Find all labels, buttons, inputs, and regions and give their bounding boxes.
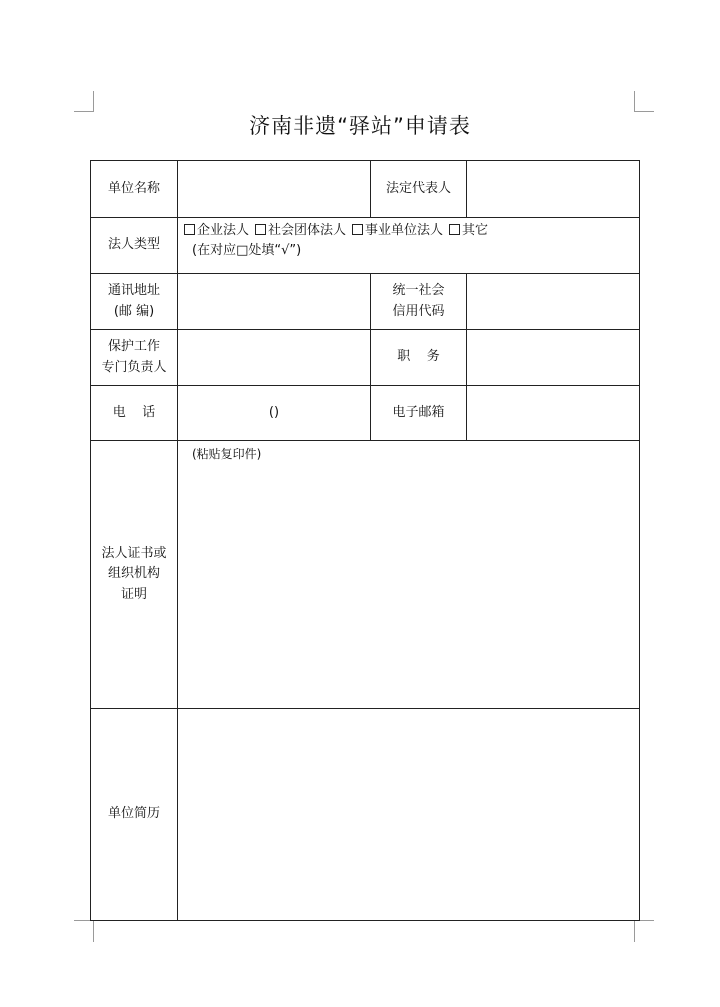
phone-field[interactable]: () xyxy=(178,386,371,441)
phone-label: 电 话 xyxy=(91,386,178,441)
credit-code-field[interactable] xyxy=(467,274,640,330)
address-label: 通讯地址 (邮 编) xyxy=(91,274,178,330)
page-title: 济南非遗“驿站”申请表 xyxy=(249,114,471,138)
form-row-phone xyxy=(91,386,640,441)
crop-mark-top-right-v xyxy=(634,91,635,111)
form-row-legal-type xyxy=(91,218,640,274)
position-field[interactable] xyxy=(467,330,640,386)
responsible-person-label: 保护工作 专门负责人 xyxy=(91,330,178,386)
legal-representative-field[interactable] xyxy=(467,161,640,218)
checkbox-social-group[interactable] xyxy=(255,224,266,235)
option-social-group[interactable]: 社会团体法人 xyxy=(255,221,346,241)
form-row-unit-name xyxy=(91,161,640,218)
checkbox-public-institution[interactable] xyxy=(352,224,363,235)
option-enterprise[interactable]: 企业法人 xyxy=(184,221,249,241)
legal-type-options xyxy=(184,221,639,241)
form-row-certificate xyxy=(91,441,640,709)
unit-profile-label: 单位简历 xyxy=(91,709,178,921)
crop-mark-top-left-v xyxy=(93,91,94,111)
credit-code-label: 统一社会 信用代码 xyxy=(371,274,467,330)
responsible-person-field[interactable] xyxy=(178,330,371,386)
unit-profile-field[interactable] xyxy=(178,709,640,921)
crop-mark-bottom-left-v xyxy=(93,920,94,942)
checkbox-other[interactable] xyxy=(449,224,460,235)
application-form-table xyxy=(90,160,640,921)
unit-name-label: 单位名称 xyxy=(91,161,178,218)
email-field[interactable] xyxy=(467,386,640,441)
form-row-unit-profile xyxy=(91,709,640,921)
legal-type-options-cell xyxy=(178,218,640,274)
position-label: 职 务 xyxy=(371,330,467,386)
option-other[interactable]: 其它 xyxy=(449,221,488,241)
checkbox-enterprise[interactable] xyxy=(184,224,195,235)
legal-type-hint: (在对应□处填“√”) xyxy=(192,243,302,259)
legal-type-label: 法人类型 xyxy=(91,218,178,274)
email-label: 电子邮箱 xyxy=(371,386,467,441)
form-row-address xyxy=(91,274,640,330)
crop-mark-bottom-right-v xyxy=(634,920,635,942)
unit-name-field[interactable] xyxy=(178,161,371,218)
option-public-institution[interactable]: 事业单位法人 xyxy=(352,221,443,241)
certificate-label: 法人证书或 组织机构 证明 xyxy=(91,441,178,709)
form-row-responsible-person xyxy=(91,330,640,386)
address-field[interactable] xyxy=(178,274,371,330)
legal-representative-label: 法定代表人 xyxy=(371,161,467,218)
certificate-attachment-area[interactable] xyxy=(178,441,640,709)
paste-copy-note: (粘贴复印件) xyxy=(192,447,262,461)
